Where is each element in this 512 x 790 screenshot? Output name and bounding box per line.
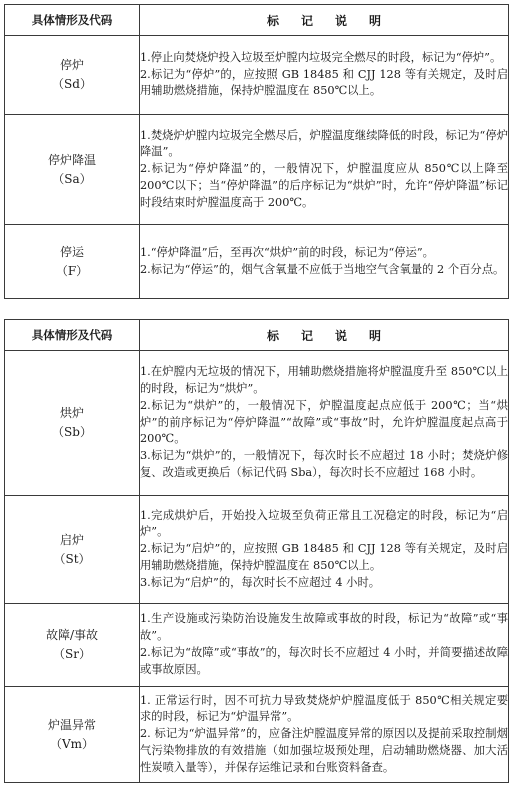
header-marking-description: 标记说明 (140, 320, 509, 351)
description-line: 1.焚烧炉炉膛内垃圾完全燃尽后，炉膛温度继续降低的时段，标记为“停炉降温”。 (140, 128, 508, 159)
table-row (5, 36, 509, 115)
description-line: 2. 标记为“炉温异常”的，应备注炉膛温度异常的原因以及提前采取控制烟气污染物排放的有效措施（如加强垃圾预处理，启动辅助燃烧器、加大活性炭喷入量等），并保存运维记录和台账资料备查。 (140, 727, 508, 774)
header-case-code: 具体情形及代码 (5, 320, 140, 351)
header-marking-description: 标记说明 (140, 5, 509, 36)
case-cell (5, 351, 140, 496)
description-cell (140, 604, 509, 687)
case-name: 停运 (59, 244, 84, 259)
header-case-code: 具体情形及代码 (5, 5, 140, 36)
description-cell (140, 351, 509, 496)
case-name: 停炉降温 (47, 152, 96, 167)
description-cell (140, 36, 509, 115)
case-cell (5, 225, 140, 299)
marking-table-1 (4, 4, 509, 299)
table-row (5, 604, 509, 687)
case-name: 停炉 (59, 58, 84, 72)
table-row (5, 225, 509, 299)
description-line: 3.标记为“烘炉”的，一般情况下，每次时长不应超过 18 小时；焚烧炉修复、改造或更换后（标记代码 Sba），每次时长不应超过 168 小时。 (140, 449, 508, 479)
table-row (5, 496, 509, 604)
description-cell (140, 115, 509, 225)
case-code: （Sa） (52, 171, 92, 186)
description-line: 1.完成烘炉后，开始投入垃圾至负荷正常且工况稳定的时段，标记为“启炉”。 (140, 508, 508, 539)
description-line: 2.标记为“停运”的，烟气含氧量不应低于当地空气含氧量的 2 个百分点。 (140, 262, 505, 276)
description-line: 1.生产设施或污染防治设施发生故障或事故的时段，标记为“故障”或“事故”。 (140, 612, 508, 643)
case-code: （Sb） (52, 425, 92, 439)
case-code: （F） (55, 263, 89, 278)
case-code: （St） (53, 551, 91, 566)
description-cell (140, 225, 509, 299)
table-row (5, 687, 509, 783)
description-cell (140, 687, 509, 783)
description-line: 2.标记为“启炉”的，应按照 GB 18485 和 CJJ 128 等有关规定，及时启用辅助燃烧措施，保持炉膛温度在 850℃以上。 (140, 542, 508, 572)
case-code: （Vm） (49, 736, 95, 751)
description-line: 3.标记为“启炉”的，每次时长不应超过 4 小时。 (140, 575, 381, 589)
description-line: 1.在炉膛内无垃圾的情况下，用辅助燃烧措施将炉膛温度升至 850℃以上的时段，标记为“烘炉”。 (140, 365, 508, 395)
description-line: 2.标记为“故障”或“事故”的，每次时长不应超过 4 小时，并简要描述故障或事故原因。 (140, 646, 508, 676)
description-cell (140, 496, 509, 604)
table-row (5, 115, 509, 225)
description-line: 1.“停炉降温”后，至再次“烘炉”前的时段，标记为“停运”。 (140, 245, 434, 259)
case-cell (5, 687, 140, 783)
case-name: 炉温异常 (47, 717, 96, 732)
table-row (5, 351, 509, 496)
description-line: 1.停止向焚烧炉投入垃圾至炉膛内垃圾完全燃尽的时段，标记为“停炉”。 (140, 50, 502, 64)
case-code: （Sr） (53, 647, 91, 661)
table-header-row (5, 5, 509, 36)
case-name: 烘炉 (59, 406, 84, 420)
case-cell (5, 604, 140, 687)
case-code: （Sd） (52, 77, 92, 91)
case-cell (5, 496, 140, 604)
marking-table-2 (4, 319, 509, 783)
description-line: 2.标记为“停炉”的，应按照 GB 18485 和 CJJ 128 等有关规定，及时启用辅助燃烧措施，保持炉膛温度在 850℃以上。 (140, 67, 508, 98)
description-line: 1. 正常运行时，因不可抗力导致焚烧炉炉膛温度低于 850℃相关规定要求的时段，标记为“炉温异常”。 (140, 693, 508, 724)
description-line: 2.标记为“停炉降温”的，一般情况下，炉膛温度应从 850℃以上降至 200℃以下；当“停炉降温”的后序标记为“烘炉”时，允许“停炉降温”标记时段结束时炉膛温度高于 200℃。 (140, 162, 508, 209)
case-name: 启炉 (59, 532, 84, 547)
description-line: 2.标记为“烘炉”的，一般情况下，炉膛温度起点应低于 200℃；当“烘炉”的前序标记为“停炉降温”“故障”或“事故”时，允许炉膛温度起点高于 200℃。 (140, 398, 508, 446)
case-cell (5, 115, 140, 225)
table-header-row (5, 320, 509, 351)
case-cell (5, 36, 140, 115)
case-name: 故障/事故 (45, 628, 99, 642)
